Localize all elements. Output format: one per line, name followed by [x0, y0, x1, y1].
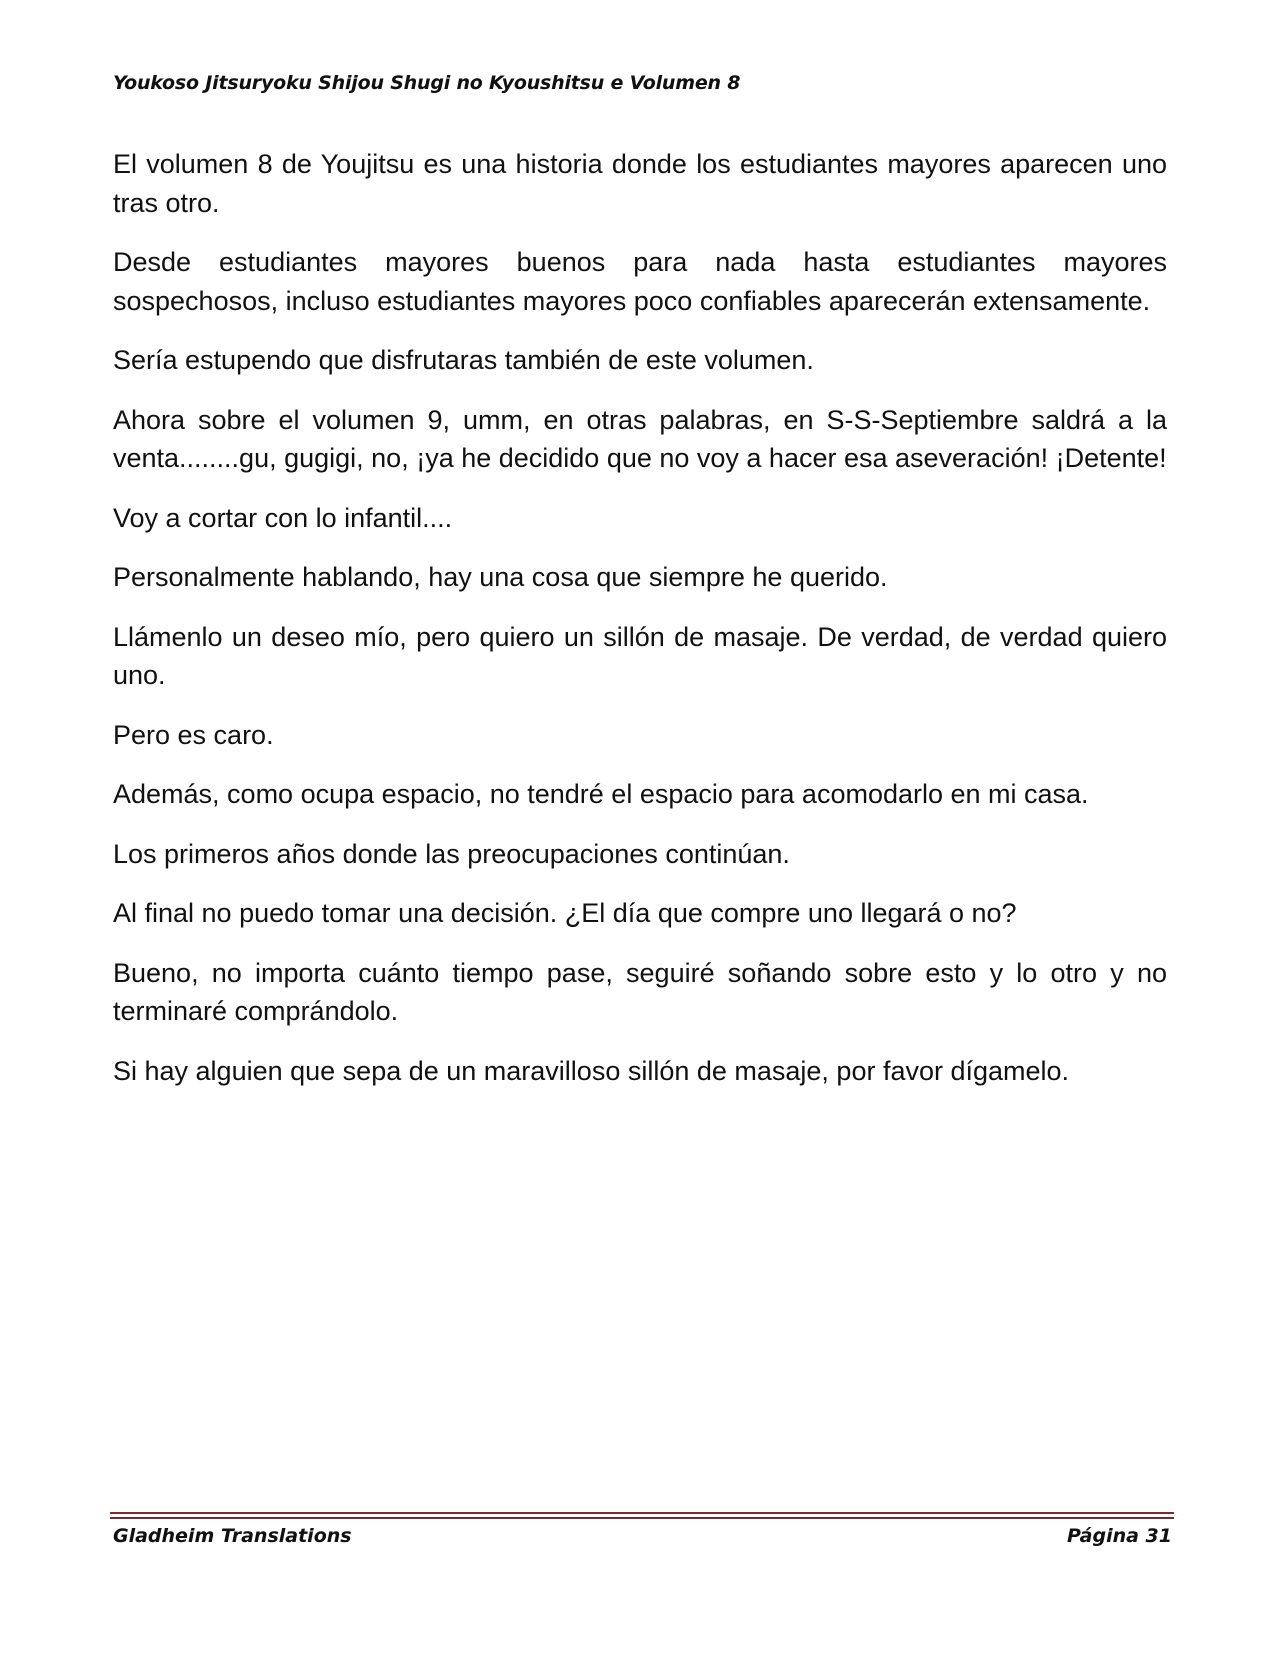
paragraph: Ahora sobre el volumen 9, umm, en otras palabras, en S-S-Septiembre saldrá a la venta........gu, gugigi, no, ¡ya he decidido que no voy a hacer esa aseveración! ¡Detente!	[113, 404, 1167, 473]
page-body	[113, 145, 1167, 1111]
paragraph: Personalmente hablando, hay una cosa que siempre he querido.	[113, 562, 888, 592]
paragraph: Al final no puedo tomar una decisión. ¿El día que compre uno llegará o no?	[113, 898, 1017, 928]
paragraph: Además, como ocupa espacio, no tendré el espacio para acomodarlo en mi casa.	[113, 779, 1089, 809]
paragraph: Llámenlo un deseo mío, pero quiero un sillón de masaje. De verdad, de verdad quiero uno.	[113, 621, 1167, 690]
page-number: Página 31	[1066, 1525, 1172, 1547]
paragraph: Pero es caro.	[113, 719, 274, 750]
footer-divider	[110, 1512, 1174, 1519]
paragraph: El volumen 8 de Youjitsu es una historia donde los estudiantes mayores aparecen uno tras otro.	[113, 149, 1167, 218]
paragraph: Bueno, no importa cuánto tiempo pase, seguiré soñando sobre esto y lo otro y no terminaré comprándolo.	[113, 957, 1167, 1026]
paragraph: Sería estupendo que disfrutaras también de este volumen.	[113, 345, 814, 375]
paragraph: Voy a cortar con lo infantil....	[113, 502, 453, 533]
paragraph: Los primeros años donde las preocupaciones continúan.	[113, 838, 790, 869]
running-header: Youkoso Jitsuryoku Shijou Shugi no Kyoushitsu e Volumen 8	[113, 72, 741, 94]
footer-divider-gap	[110, 1514, 1174, 1516]
paragraph: Desde estudiantes mayores buenos para nada hasta estudiantes mayores sospechosos, incluso estudiantes mayores poco confiables aparecerán extensamente.	[113, 247, 1167, 316]
paragraph: Si hay alguien que sepa de un maravilloso sillón de masaje, por favor dígamelo.	[113, 1055, 1070, 1086]
footer-publisher: Gladheim Translations	[113, 1525, 352, 1547]
